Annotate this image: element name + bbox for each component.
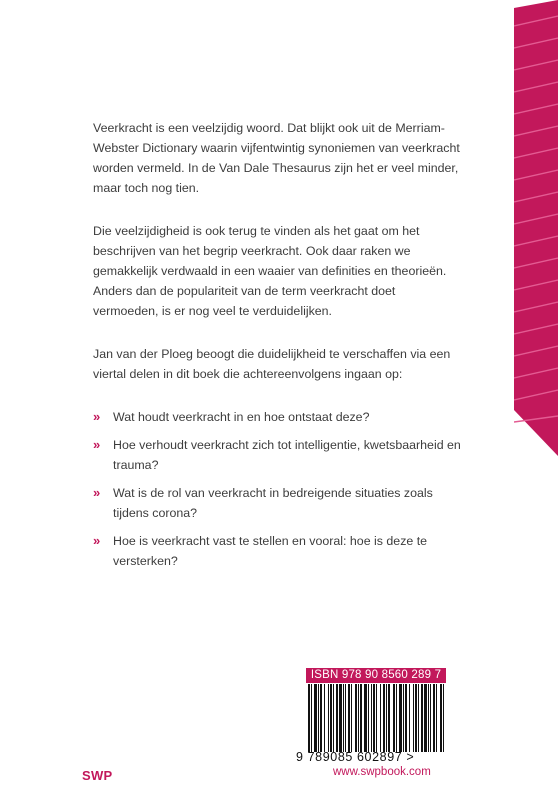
barcode-bar [318, 684, 319, 752]
barcode-bar [360, 684, 362, 752]
barcode-bar [413, 684, 414, 752]
barcode-bar [424, 684, 427, 752]
paragraph-author: Jan van der Ploeg beoogt die duidelijkheid te verschaffen via een viertal delen in dit boek die achtereenvolgens ingaan op: [93, 347, 451, 381]
barcode-bar [333, 684, 334, 752]
chevron-right-icon: » [93, 409, 101, 424]
barcode-bar [368, 684, 369, 752]
list-item: » Hoe verhoudt veerkracht zich tot intelligentie, kwetsbaarheid en trauma? [93, 437, 461, 472]
barcode-bar [373, 684, 375, 752]
barcode-bar [433, 684, 435, 752]
barcode-bar [308, 684, 310, 752]
barcode-bar [314, 684, 317, 752]
barcode-bar [324, 684, 325, 752]
barcode-bar [388, 684, 390, 752]
barcode-bar [405, 684, 407, 752]
barcode-bar [355, 684, 357, 752]
barcode-bar [396, 684, 397, 752]
barcode-bar [320, 684, 322, 752]
barcode-bar [336, 684, 338, 752]
barcode-bar [328, 684, 329, 752]
barcode-bar [386, 684, 387, 752]
barcode-bar [399, 684, 402, 752]
barcode-bar [380, 684, 381, 752]
chevron-right-icon: » [93, 437, 101, 452]
list-item: » Wat is de rol van veerkracht in bedreigende situaties zoals tijdens corona? [93, 485, 433, 520]
barcode-bar [343, 684, 344, 752]
barcode-bar [383, 684, 385, 752]
isbn-label: ISBN 978 90 8560 289 7 [306, 668, 446, 683]
barcode-bar [436, 684, 437, 752]
barcode-bar [393, 684, 395, 752]
barcode-bar [311, 684, 312, 752]
barcode-bar [351, 684, 352, 752]
list-item: » Wat houdt veerkracht in en hoe ontstaat deze? [93, 407, 463, 427]
barcode-bar [364, 684, 367, 752]
barcode-bar [428, 684, 429, 752]
paragraph-intro: Veerkracht is een veelzijdig woord. Dat blijkt ook uit de Merriam-Webster Dictionary waarin vijfentwintig synoniemen van veerkracht worden vermeld. In de Van Dale Thesaurus zijn het er veel minder, maar toch nog tien. [93, 121, 460, 195]
barcode-bar [330, 684, 332, 752]
back-cover-text [93, 118, 463, 579]
barcode-bar [348, 684, 350, 752]
topics-list [93, 407, 463, 571]
barcode-bar [345, 684, 346, 752]
barcode-bar [440, 684, 442, 752]
barcode-bar [339, 684, 342, 752]
barcode-bar [418, 684, 419, 752]
barcode-bar [430, 684, 431, 752]
barcode-digits: 9 789085 602897 > [296, 750, 415, 764]
publisher-website: www.swpbook.com [333, 766, 431, 778]
barcode-bar [371, 684, 372, 752]
publisher-logo: SWP [82, 768, 113, 783]
paragraph-versatility: Die veelzijdigheid is ook terug te vinden als het gaat om het beschrijven van het begrip veerkracht. Ook daar raken we gemakkelijk verdwaald in een waaier van definities en theorieën. Anders dan de populariteit van de term veerkracht doet vermoeden, is er nog veel te verduidelijken. [93, 224, 447, 318]
barcode-bar [358, 684, 359, 752]
barcode-bar [403, 684, 404, 752]
chevron-right-icon: » [93, 533, 101, 548]
barcode-bar [409, 684, 410, 752]
decorative-stripe [514, 0, 558, 456]
barcode-bar [443, 684, 444, 752]
barcode-bar [421, 684, 423, 752]
chevron-right-icon: » [93, 485, 101, 500]
list-item: » Hoe is veerkracht vast te stellen en vooral: hoe is deze te versterken? [93, 533, 428, 568]
barcode-bar [376, 684, 377, 752]
barcode-bar [415, 684, 417, 752]
barcode [306, 684, 446, 752]
